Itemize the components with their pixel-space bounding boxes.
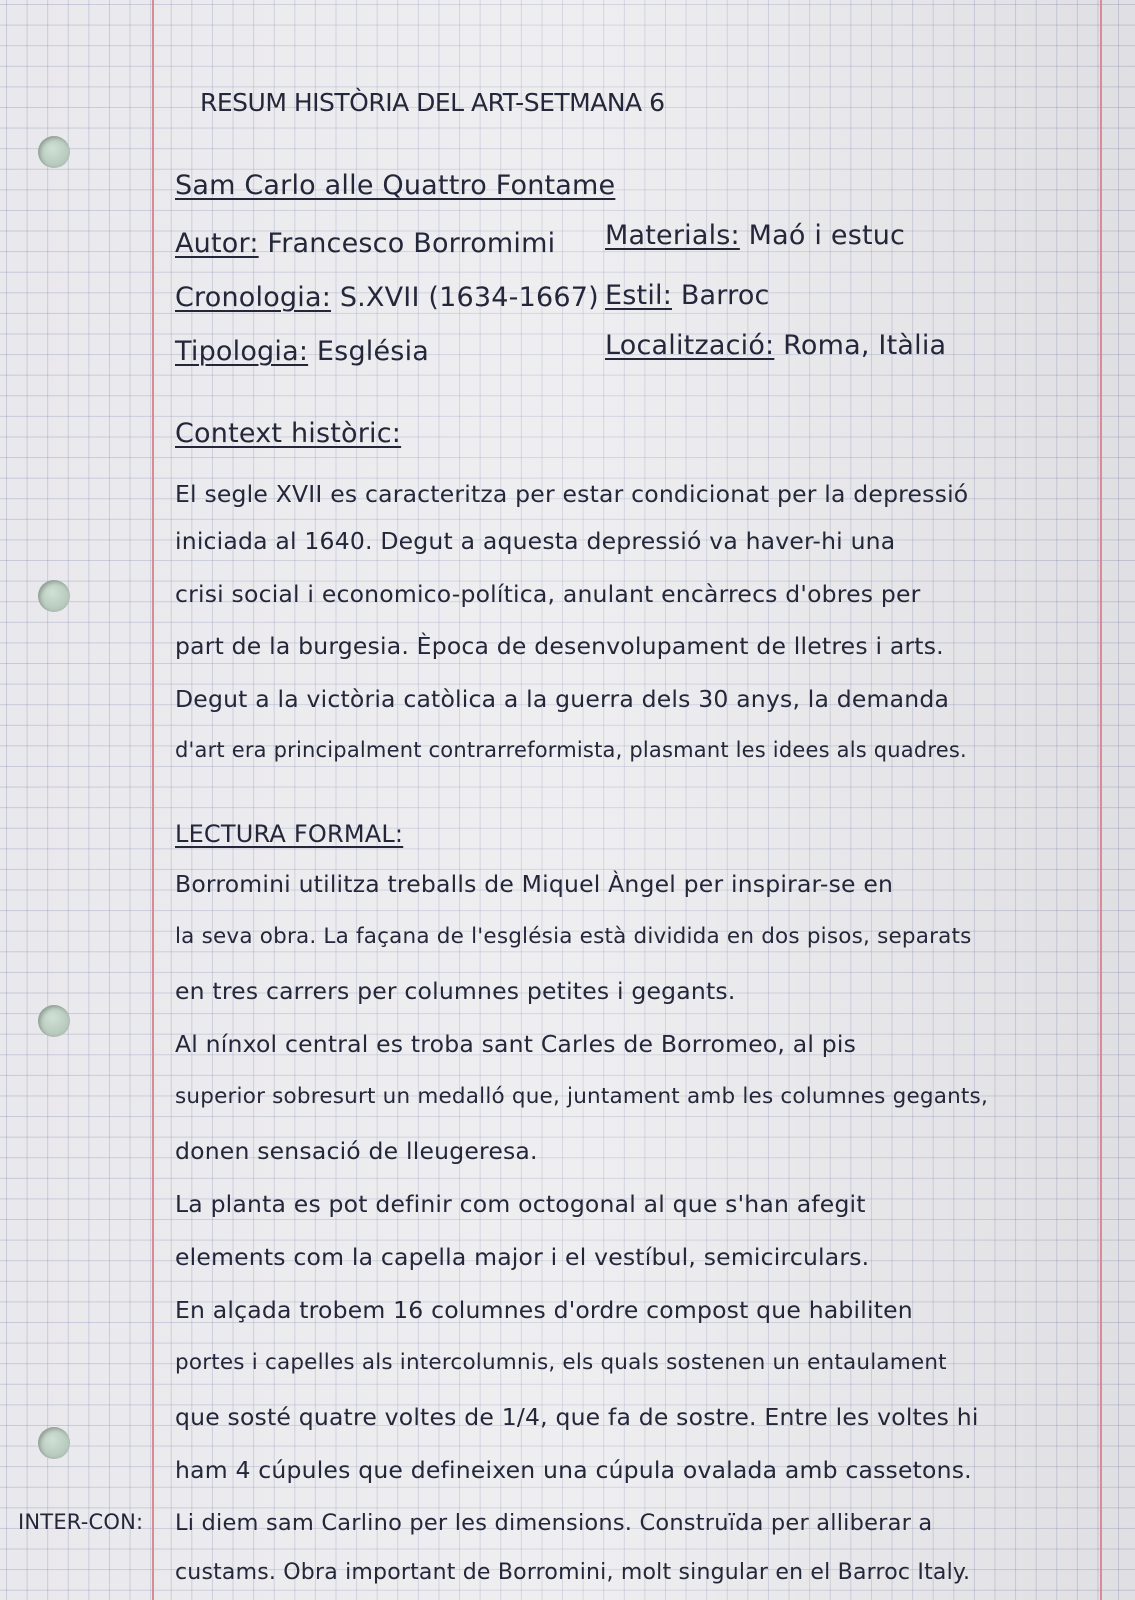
left-margin-line xyxy=(152,0,154,1600)
intercon-label: INTER-CON: xyxy=(18,1510,144,1534)
field-estil xyxy=(605,280,770,311)
field-estil-label: Estil: xyxy=(605,280,673,311)
field-materials-value: Maó i estuc xyxy=(748,220,906,251)
lectura-line: donen sensació de lleugeresa. xyxy=(175,1137,538,1165)
lectura-line: portes i capelles als intercolumnis, els quals sostenen un entaulament xyxy=(175,1350,947,1375)
intercon-line: Li diem sam Carlino per les dimensions. Construïda per alliberar a xyxy=(175,1510,933,1536)
lectura-line: la seva obra. La façana de l'església està dividida en dos pisos, separats xyxy=(175,924,972,949)
lectura-line: En alçada trobem 16 columnes d'ordre compost que habiliten xyxy=(175,1296,913,1324)
field-materials-label: Materials: xyxy=(605,220,740,251)
field-estil-value: Barroc xyxy=(680,280,770,311)
lectura-line: superior sobresurt un medalló que, juntament amb les columnes gegants, xyxy=(175,1084,988,1109)
field-cronologia-value: S.XVII (1634-1667) xyxy=(339,282,599,313)
lectura-line: ham 4 cúpules que defineixen una cúpula ovalada amb cassetons. xyxy=(175,1456,972,1484)
context-line: El segle XVII es caracteritza per estar condicionat per la depressió xyxy=(175,480,969,508)
field-autor xyxy=(175,228,555,259)
context-line: d'art era principalment contrarreformista, plasmant les idees als quadres. xyxy=(175,738,967,762)
field-localitzacio xyxy=(605,330,946,361)
field-cronologia xyxy=(175,282,599,313)
context-line: part de la burgesia. Època de desenvolupament de lletres i arts. xyxy=(175,632,944,660)
field-localitzacio-value: Roma, Itàlia xyxy=(783,330,947,361)
binder-hole xyxy=(38,1427,70,1459)
field-cronologia-label: Cronologia: xyxy=(175,282,332,313)
field-tipologia-value: Església xyxy=(316,336,430,367)
context-line: crisi social i economico-política, anulant encàrrecs d'obres per xyxy=(175,580,921,608)
lectura-heading: LECTURA FORMAL: xyxy=(175,820,404,848)
lectura-line: Borromini utilitza treballs de Miquel Àngel per inspirar-se en xyxy=(175,870,894,898)
binder-hole xyxy=(38,1005,70,1037)
context-line: Degut a la victòria catòlica a la guerra dels 30 anys, la demanda xyxy=(175,685,950,713)
lectura-line: elements com la capella major i el vestíbul, semicirculars. xyxy=(175,1243,870,1271)
lectura-line: que sosté quatre voltes de 1/4, que fa de sostre. Entre les voltes hi xyxy=(175,1403,979,1431)
binder-hole xyxy=(38,136,70,168)
page-title: RESUM HISTÒRIA DEL ART-SETMANA 6 xyxy=(200,88,665,117)
lectura-line: Al nínxol central es troba sant Carles de Borromeo, al pis xyxy=(175,1030,857,1058)
field-tipologia xyxy=(175,336,429,367)
field-autor-label: Autor: xyxy=(175,228,259,259)
binder-hole xyxy=(38,580,70,612)
field-materials xyxy=(605,220,905,251)
intercon-line: custams. Obra important de Borromini, molt singular en el Barroc Italy. xyxy=(175,1560,971,1585)
right-margin-line xyxy=(1100,0,1102,1600)
field-tipologia-label: Tipologia: xyxy=(175,336,309,367)
context-heading: Context històric: xyxy=(175,418,402,449)
field-localitzacio-label: Localització: xyxy=(605,330,775,361)
lectura-line: La planta es pot definir com octogonal al que s'han afegit xyxy=(175,1190,866,1218)
work-name: Sam Carlo alle Quattro Fontame xyxy=(175,170,616,201)
lectura-line: en tres carrers per columnes petites i gegants. xyxy=(175,977,736,1005)
context-line: iniciada al 1640. Degut a aquesta depressió va haver-hi una xyxy=(175,527,896,555)
field-autor-value: Francesco Borromimi xyxy=(267,228,556,259)
